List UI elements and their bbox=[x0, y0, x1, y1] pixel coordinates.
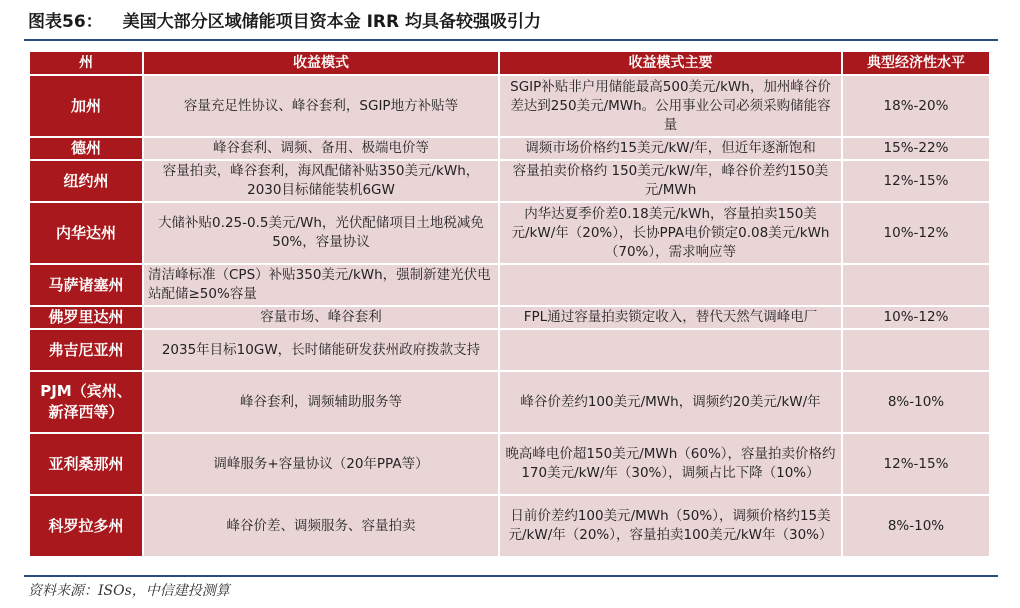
state-cell: 内华达州 bbox=[29, 202, 143, 264]
detail-cell bbox=[499, 264, 842, 306]
detail-cell: 内华达夏季价差0.18美元/kWh，容量拍卖150美元/kW/年（20%），长协PPA电价锁定0.08美元/kWh（70%），需求响应等 bbox=[499, 202, 842, 264]
detail-cell: 晚高峰电价超150美元/MWh（60%），容量拍卖价格约170美元/kW/年（30%），调频占比下降（10%） bbox=[499, 433, 842, 495]
mode-cell: 2035年目标10GW，长时储能研发获州政府拨款支持 bbox=[143, 329, 499, 371]
mode-cell: 容量拍卖，峰谷套利，海风配储补贴350美元/kWh，2030目标储能装机6GW bbox=[143, 160, 499, 202]
state-cell: 亚利桑那州 bbox=[29, 433, 143, 495]
table-row bbox=[29, 264, 990, 306]
state-cell: 弗吉尼亚州 bbox=[29, 329, 143, 371]
mode-cell: 峰谷套利、调频、备用、极端电价等 bbox=[143, 137, 499, 160]
table-row bbox=[29, 329, 990, 371]
figure-number: 图表56： bbox=[28, 12, 103, 32]
detail-cell: 容量拍卖价格约 150美元/kW/年，峰谷价差约150美元/MWh bbox=[499, 160, 842, 202]
state-cell: 佛罗里达州 bbox=[29, 306, 143, 329]
header-mode: 收益模式 bbox=[143, 51, 499, 75]
mode-cell: 容量充足性协议、峰谷套利，SGIP地方补贴等 bbox=[143, 75, 499, 137]
state-cell: 加州 bbox=[29, 75, 143, 137]
source-note: 资料来源：ISOs，中信建投测算 bbox=[28, 583, 230, 599]
state-cell: PJM（宾州、新泽西等） bbox=[29, 371, 143, 433]
table-header-row bbox=[29, 51, 990, 75]
level-cell bbox=[842, 264, 990, 306]
state-cell: 科罗拉多州 bbox=[29, 495, 143, 557]
bottom-divider bbox=[24, 575, 998, 577]
figure-title bbox=[28, 10, 541, 34]
figure-title-text: 美国大部分区域储能项目资本金 IRR 均具备较强吸引力 bbox=[122, 12, 542, 32]
state-cell: 德州 bbox=[29, 137, 143, 160]
detail-cell bbox=[499, 329, 842, 371]
mode-cell: 大储补贴0.25-0.5美元/Wh，光伏配储项目土地税减免50%，容量协议 bbox=[143, 202, 499, 264]
table-row bbox=[29, 306, 990, 329]
table-row bbox=[29, 433, 990, 495]
header-state: 州 bbox=[29, 51, 143, 75]
table-row bbox=[29, 160, 990, 202]
mode-cell: 清洁峰标准（CPS）补贴350美元/kWh，强制新建光伏电站配储≥50%容量 bbox=[143, 264, 499, 306]
mode-cell: 峰谷价差、调频服务、容量拍卖 bbox=[143, 495, 499, 557]
detail-cell: 日前价差约100美元/MWh（50%），调频价格约15美元/kW/年（20%），容量拍卖100美元/kW年（30%） bbox=[499, 495, 842, 557]
detail-cell: SGIP补贴非户用储能最高500美元/kWh，加州峰谷价差达到250美元/MWh。公用事业公司必须采购储能容量 bbox=[499, 75, 842, 137]
table-row bbox=[29, 137, 990, 160]
level-cell: 10%-12% bbox=[842, 306, 990, 329]
mode-cell: 容量市场、峰谷套利 bbox=[143, 306, 499, 329]
table-row bbox=[29, 75, 990, 137]
state-cell: 马萨诸塞州 bbox=[29, 264, 143, 306]
level-cell: 8%-10% bbox=[842, 371, 990, 433]
level-cell bbox=[842, 329, 990, 371]
table-row bbox=[29, 495, 990, 557]
level-cell: 15%-22% bbox=[842, 137, 990, 160]
mode-cell: 峰谷套利，调频辅助服务等 bbox=[143, 371, 499, 433]
top-divider bbox=[24, 39, 998, 41]
level-cell: 10%-12% bbox=[842, 202, 990, 264]
table-row bbox=[29, 371, 990, 433]
state-cell: 纽约州 bbox=[29, 160, 143, 202]
detail-cell: 峰谷价差约100美元/MWh，调频约20美元/kW/年 bbox=[499, 371, 842, 433]
irr-table bbox=[28, 50, 991, 558]
level-cell: 12%-15% bbox=[842, 160, 990, 202]
header-detail: 收益模式主要 bbox=[499, 51, 842, 75]
detail-cell: FPL通过容量拍卖锁定收入，替代天然气调峰电厂 bbox=[499, 306, 842, 329]
level-cell: 8%-10% bbox=[842, 495, 990, 557]
mode-cell: 调峰服务+容量协议（20年PPA等） bbox=[143, 433, 499, 495]
level-cell: 12%-15% bbox=[842, 433, 990, 495]
detail-cell: 调频市场价格约15美元/kW/年，但近年逐渐饱和 bbox=[499, 137, 842, 160]
header-level: 典型经济性水平 bbox=[842, 51, 990, 75]
table-row bbox=[29, 202, 990, 264]
level-cell: 18%-20% bbox=[842, 75, 990, 137]
